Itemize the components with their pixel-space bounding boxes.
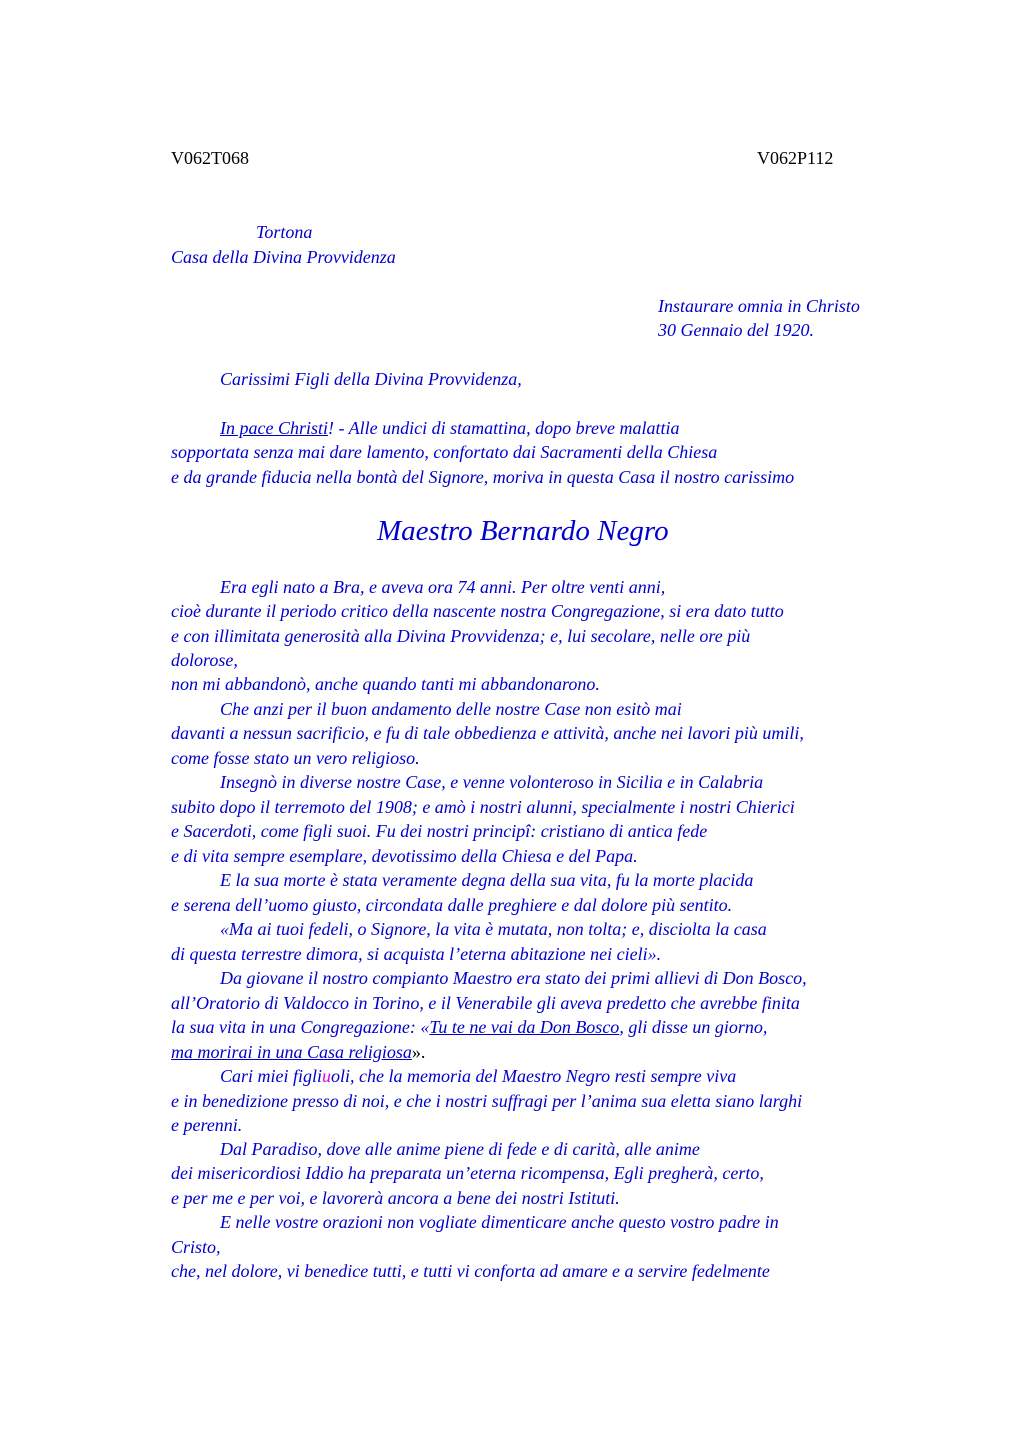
body-line: «Ma ai tuoi fedeli, o Signore, la vita è mutata, non tolta; e, disciolta la casa	[220, 919, 767, 939]
body-line-part: la sua vita in una Congregazione: «	[171, 1017, 430, 1037]
motto-line: Instaurare omnia in Christo	[658, 296, 860, 316]
body-line: e Sacerdoti, come figli suoi. Fu dei nostri principî: cristiano di antica fede	[171, 821, 708, 841]
body-line	[171, 1040, 425, 1064]
place-house: Casa della Divina Provvidenza	[171, 247, 396, 267]
body-line: dolorose,	[171, 650, 238, 670]
letter-date: 30 Gennaio del 1920.	[658, 320, 814, 340]
place-city: Tortona	[256, 222, 313, 242]
deceased-name-title: Maestro Bernardo Negro	[377, 515, 669, 547]
body-line: e con illimitata generosità alla Divina Provvidenza; e, lui secolare, nelle ore più	[171, 626, 751, 646]
body-line: e perenni.	[171, 1115, 243, 1135]
body-line: Era egli nato a Bra, e aveva ora 74 anni. Per oltre venti anni,	[220, 577, 666, 597]
body-line: Dal Paradiso, dove alle anime piene di fede e di carità, alle anime	[220, 1139, 700, 1159]
intro-line-1-rest: ! - Alle undici di stamattina, dopo breve malattia	[328, 418, 680, 438]
intro-line-2: sopportata senza mai dare lamento, confortato dai Sacramenti della Chiesa	[171, 442, 718, 462]
body-line	[220, 1064, 736, 1088]
intro-line-3: e da grande fiducia nella bontà del Signore, moriva in questa Casa il nostro carissimo	[171, 467, 795, 487]
body-line: Cristo,	[171, 1237, 221, 1257]
header-left-code: V062T068	[171, 148, 249, 168]
in-pace-christi: In pace Christi	[220, 418, 328, 438]
body-line: come fosse stato un vero religioso.	[171, 748, 420, 768]
body-line: E nelle vostre orazioni non vogliate dimenticare anche questo vostro padre in	[220, 1212, 779, 1232]
salutation: Carissimi Figli della Divina Provvidenza,	[220, 369, 522, 389]
body-line: Da giovane il nostro compianto Maestro era stato dei primi allievi di Don Bosco,	[220, 968, 807, 988]
body-line: e serena dell’uomo giusto, circondata dalle preghiere e dal dolore più sentito.	[171, 895, 733, 915]
body-line: Insegnò in diverse nostre Case, e venne volonteroso in Sicilia e in Calabria	[220, 772, 764, 792]
body-line: E la sua morte è stata veramente degna della sua vita, fu la morte placida	[220, 870, 754, 890]
body-line	[171, 1015, 767, 1039]
body-line: Che anzi per il buon andamento delle nostre Case non esitò mai	[220, 699, 682, 719]
body-line: davanti a nessun sacrificio, e fu di tale obbedienza e attività, anche nei lavori più umili,	[171, 723, 804, 743]
body-line-part: Cari miei figli	[220, 1066, 323, 1086]
header-right-code: V062P112	[757, 148, 834, 168]
body-line: cioè durante il periodo critico della nascente nostra Congregazione, si era dato tutto	[171, 601, 784, 621]
body-line: e di vita sempre esemplare, devotissimo della Chiesa e del Papa.	[171, 846, 638, 866]
closing-quote-mark: ».	[411, 1042, 426, 1062]
body-line: all’Oratorio di Valdocco in Torino, e il Venerabile gli aveva predetto che avrebbe finita	[171, 993, 800, 1013]
body-line: subito dopo il terremoto del 1908; e amò i nostri alunni, specialmente i nostri Chierici	[171, 797, 795, 817]
body-line: e per me e per voi, e lavorerà ancora a bene dei nostri Istituti.	[171, 1188, 620, 1208]
body-line: di questa terrestre dimora, si acquista l’eterna abitazione nei cieli».	[171, 944, 662, 964]
body-line: non mi abbandonò, anche quando tanti mi abbandonarono.	[171, 674, 600, 694]
highlighted-letter: u	[322, 1066, 332, 1086]
body-line-part: , gli disse un giorno,	[619, 1017, 768, 1037]
body-line: e in benedizione presso di noi, e che i nostri suffragi per l’anima sua eletta siano larghi	[171, 1091, 803, 1111]
don-bosco-quote-underlined: Tu te ne vai da Don Bosco	[429, 1017, 620, 1037]
body-line-part: oli, che la memoria del Maestro Negro resti sempre viva	[331, 1066, 737, 1086]
casa-religiosa-underlined: ma morirai in una Casa religiosa	[171, 1042, 412, 1062]
intro-line-1	[220, 416, 679, 440]
body-line: dei misericordiosi Iddio ha preparata un’eterna ricompensa, Egli pregherà, certo,	[171, 1163, 764, 1183]
body-line: che, nel dolore, vi benedice tutti, e tutti vi conforta ad amare e a servire fedelmente	[171, 1261, 770, 1281]
